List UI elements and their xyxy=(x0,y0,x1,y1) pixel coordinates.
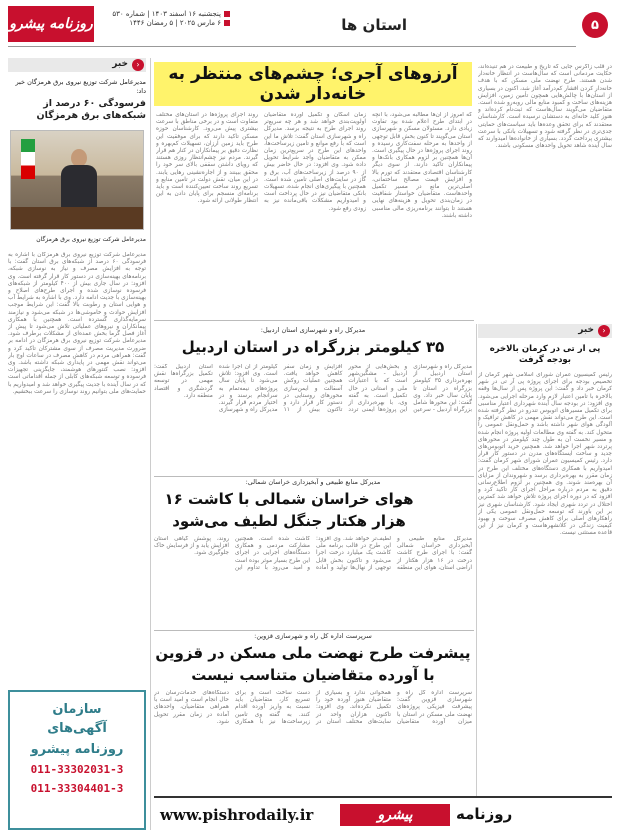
lead-column-1: در قلب زاگرس جایی که تاریخ و طبیعت در هم تنیده‌اند، حکایت مردمانی است که سال‌هاست در انتظار خانه‌دار شدن هستند. طرح نهضت ملی مسکن که با هدف خانه‌دار کردن اقشار کم‌درآمد آغاز شد، اکنون در بسیاری از استان‌ها با چالش‌هایی همچون تأمین زمین، افزایش هزینه‌های ساخت و کمبود منابع مالی روبه‌رو شده است. متقاضیان می‌گویند سال‌هاست که ثبت‌نام کرده‌اند و هنوز کلید خانه‌ای به دستشان نرسیده است. کارشناسان معتقدند که برای تحقق وعده‌ها باید سیاست‌های حمایتی جدی‌تری در نظر گرفته شود و تسهیلات بانکی با سرعت بیشتری پرداخت گردد. بسیاری از خانواده‌ها امیدوارند که سال آینده شاهد تحویل واحدهای مسکونی باشند. xyxy=(478,64,612,150)
lead-headline: آرزوهای آجری؛ چشم‌های منتظر به خانه‌دار شدن xyxy=(168,64,458,104)
lead-column-3: زمان اسکان و تکمیل آورده متقاضیان اولویت‌بندی خواهد شد و هر چه سریع‌تر روند اجرای طرح به نتیجه برسد. مدیرکل راه و شهرسازی استان گفت: تلاش ما این است که با رفع موانع و تامین زیرساخت‌ها، واحدهای این طرح در سریع‌ترین زمان ممکن به متقاضیان واجد شرایط تحویل داده شود. وی افزود: در حال حاضر بیش از ۹۰ درصد از زیرساخت‌های آب، برق و گاز در سایت‌های اصلی تامین شده است. همچنین با پیگیری‌های انجام شده، تسهیلات بانکی متقاضیان نیز در حال پرداخت است و امیدواریم مشکلات باقی‌مانده نیز به زودی رفع شود. xyxy=(264,112,366,212)
footer-logo: پیشرو xyxy=(340,804,450,826)
news-tag xyxy=(8,58,146,72)
story2-divider xyxy=(154,476,474,477)
red-square-icon xyxy=(224,20,230,26)
arrow-icon: ‹ xyxy=(598,325,610,337)
issue-date-other: ۶ مارس ۲۰۲۵ | ۵ رمضان ۱۴۴۶ xyxy=(129,19,221,27)
photo-caption: مدیرعامل شرکت توزیع نیروی برق هرمزگان xyxy=(36,236,146,243)
story4-kicker: سرپرست اداره کل راه و شهرسازی قزوین: xyxy=(254,632,372,640)
footer-divider xyxy=(154,796,612,798)
person-figure xyxy=(61,149,97,209)
main-area xyxy=(154,58,612,798)
desk xyxy=(11,207,144,229)
ad-line-3: روزنامه پیشرو xyxy=(30,742,124,757)
page-number: ۵ xyxy=(582,12,608,38)
issue-date-persian: پنجشنبه ۱۶ اسفند ۱۴۰۳ | شماره ۵۳۰ xyxy=(112,10,221,18)
story4-body: سرپرست اداره کل راه و شهرسازی قزوین گفت: پیشرفت فیزیکی پروژه‌های نهضت ملی مسکن در استان با میزان آورده متقاضیان همخوانی ندارد و بسیاری از متقاضیان هنوز آورده خود را تکمیل نکرده‌اند. وی افزود: تاکنون هزاران واحد در سایت‌های مختلف استان در دست ساخت است و برای تسریع کار، متقاضیان باید نسبت به واریز آورده اقدام کنند. به گفته وی تامین زیرساخت‌ها نیز با همکاری دستگاه‌های خدمات‌رسان در حال انجام است و امید است با همراهی متقاضیان، واحدهای آماده در زمان مقرر تحویل شود. xyxy=(154,690,472,725)
footer-logo-word: روزنامه xyxy=(456,805,513,823)
red-square-icon xyxy=(224,11,230,17)
lead-divider xyxy=(154,320,474,321)
page-footer xyxy=(154,800,612,832)
issue-meta xyxy=(100,10,230,28)
side-news-body: رئیس کمیسیون عمران شورای اسلامی شهر کرمان از تخصیص بودجه برای اجرای پروژه پی آر تی در شهر کرمان خبر داد و گفت: این پروژه پس از سال‌ها وقفه بالاخره با تامین اعتبار لازم وارد مرحله اجرایی می‌شود. وی افزود: در بودجه سال آینده شهرداری اعتبار مناسبی برای تکمیل مسیرهای اتوبوس تندرو در نظر گرفته شده است. این طرح می‌تواند نقش مهمی در کاهش ترافیک و آلودگی هوای شهر داشته باشد و حمل‌ونقل عمومی را متحول کند. به گفته وی مطالعات اولیه پروژه انجام شده و مسیر نخست آن به طول چند کیلومتر در محورهای پرتردد شهر اجرا خواهد شد. همچنین خرید اتوبوس‌های جدید و ساخت ایستگاه‌های مدرن در دستور کار قرار دارد. رئیس کمیسیون عمران شورای شهر کرمان گفت: امیدواریم با همکاری دستگاه‌های مختلف این طرح در زمان مقرر به بهره‌برداری برسد و شهروندان از مزایای آن بهره‌مند شوند. وی همچنین بر لزوم اطلاع‌رسانی دقیق به مردم درباره مراحل اجرای کار تاکید کرد و افزود که در دوره اجرای پروژه تلاش خواهد شد کمترین اختلال در تردد شهری ایجاد شود. کارشناسان شهری نیز بر این باورند که توسعه حمل‌ونقل عمومی یکی از راهکارهای اصلی برای کاهش مصرف سوخت و بهبود کیفیت زندگی در کلانشهرهاست و کرمان نیز از این قاعده مستثنی نیست. xyxy=(478,372,612,537)
official-photo xyxy=(10,130,144,230)
newspaper-logo: روزنامه پیشرو xyxy=(8,6,94,42)
story4-headline: پیشرفت طرح نهضت ملی مسکن در قزوین با آورده متقاضیان متناسب نیست xyxy=(155,644,471,684)
left-column xyxy=(8,58,146,830)
lead-headline-box xyxy=(154,62,472,106)
story3-kicker: مدیرکل منابع طبیعی و آبخیزداری خراسان شمالی: xyxy=(245,478,381,486)
ad-line-1: سازمان xyxy=(52,702,102,717)
vertical-sep xyxy=(476,324,477,798)
left-article-body: مدیرعامل شرکت توزیع نیروی برق هرمزگان با اشاره به فرسودگی ۶۰ درصد از شبکه‌های برق استان گفت: با توجه به افزایش مصرف و نیاز به نوسازی شبکه، برنامه‌های بهینه‌سازی در دستور کار قرار گرفته است. وی افزود: در سال جاری بیش از ۴۰۰ کیلومتر از شبکه‌های فرسوده نوسازی شده و اجرای طرح‌های اصلاح و بهینه‌سازی با جدیت ادامه دارد. وی با اشاره به شرایط آب و هوایی استان و رطوبت بالا گفت: این شرایط موجب افزایش حوادث و خاموشی‌ها در شبکه می‌شود و نیازمند سرمایه‌گذاری گسترده است. همچنین با همکاری پیمانکاران و نیروهای عملیاتی تلاش می‌شود تا پیش از آغاز فصل گرما بخش عمده‌ای از مشکلات برطرف شود. مدیرعامل شرکت توزیع نیروی برق هرمزگان در ادامه بر ضرورت مدیریت مصرف از سوی مشترکان تاکید کرد و گفت: همراهی مردم در کاهش مصرف در ساعات اوج بار می‌تواند نقش مهمی در پایداری شبکه داشته باشد. وی افزود: نصب کنتورهای هوشمند، جایگزینی تجهیزات فرسوده و توسعه شبکه‌های کابلی از جمله اقداماتی است که در سال آینده با جدیت پیگیری خواهد شد و امیدواریم با حمایت‌های ملی بتوانیم روند نوسازی را سرعت ببخشیم. xyxy=(8,252,146,395)
section-title: استان ها xyxy=(341,16,407,34)
story2-body: مدیرکل راه و شهرسازی استان اردبیل از بهره‌برداری ۳۵ کیلومتر بزرگراه در استان تا پایان سال خبر داد. وی گفت: این محورها شامل بزرگراه اردبیل - سرعین و بخش‌هایی از محور اردبیل - مشگین‌شهر است که با اعتبارات ملی و استانی در حال تکمیل است. به گفته وی، با بهره‌برداری از این پروژه‌ها ایمنی تردد افزایش و زمان سفر کاهش خواهد یافت. همچنین عملیات روکش آسفالت و ایمن‌سازی محورهای روستایی در دستور کار قرار دارد و تاکنون بیش از ۱۱ کیلومتر از آن اجرا شده است. وی افزود: تلاش می‌شود تا پایان سال پروژه‌های نیمه‌تمام به سرانجام برسند و در اختیار مردم قرار گیرند. مدیرکل راه و شهرسازی استان اردبیل گفت: تکمیل بزرگراه‌ها نقش مهمی در توسعه گردشگری و اقتصاد منطقه دارد. xyxy=(154,364,472,414)
left-headline: فرسودگی ۶۰ درصد از شبکه‌های برق هرمزگان xyxy=(36,98,146,121)
header-divider xyxy=(8,46,576,47)
website-link[interactable]: www.pishrodaily.ir xyxy=(160,806,314,824)
lead-column-4: روند اجرای پروژه‌ها در استان‌های مختلف متفاوت است و در برخی مناطق با سرعت بیشتری پیش می‌رود. کارشناسان حوزه مسکن تاکید دارند که برای موفقیت این طرح باید زمین ارزان، تسهیلات کم‌بهره و نظارت دقیق بر پیمانکاران در کنار هم قرار گیرند. مردم نیز چشم‌انتظار روزی هستند که رویای داشتن سقفی بالای سر خود را محقق ببینند و از اجاره‌نشینی رهایی یابند. در این میان، نقش دولت در تامین منابع و تسریع روند ساخت تعیین‌کننده است و باید برنامه‌ای منسجم برای پایان دادن به این انتظار طولانی ارائه شود. xyxy=(156,112,258,205)
side-news-tag-label: خبر xyxy=(578,325,594,335)
lead-column-2: که امروز از آن‌ها مطالبه می‌شود، با آنچه در ابتدای طرح اعلام شده بود تفاوت زیادی دارد. مسئولان مسکن و شهرسازی استان می‌گویند تا کنون بخش قابل توجهی از واحدها به مرحله سفت‌کاری رسیده و روند اجرای پروژه‌ها در حال پیگیری است. آن‌ها همچنین بر لزوم همکاری بانک‌ها و پیمانکاران تاکید دارند. از سوی دیگر کارشناسان اقتصادی معتقدند که تورم بالا و افزایش قیمت مصالح ساختمانی، اصلی‌ترین مانع در مسیر تکمیل واحدهاست. متقاضیان خواستار شفافیت در زمان‌بندی تحویل و هزینه‌های نهایی هستند تا بتوانند برنامه‌ریزی مالی مناسبی داشته باشند. xyxy=(372,112,472,219)
page-header xyxy=(8,6,612,54)
left-kicker: مدیرعامل شرکت توزیع نیروی برق هرمزگان خبر داد: xyxy=(15,78,146,95)
ad-line-2: آگهی‌های xyxy=(47,721,107,736)
story2-headline: ۳۵ کیلومتر بزرگراه در استان اردبیل xyxy=(181,338,445,356)
ad-phone-2: 011-33304401-3 xyxy=(30,782,124,795)
side-news-tag xyxy=(478,324,612,338)
news-tag-label: خبر xyxy=(112,59,128,69)
story3-headline: هوای خراسان شمالی با کاشت ۱۶ هزار هکتار جنگل لطیف می‌شود xyxy=(164,490,414,530)
story3-divider xyxy=(154,630,474,631)
side-news-headline: پی آر تی در کرمان بالاخره بودجه گرفت xyxy=(489,344,601,365)
story3-body: مدیرکل منابع طبیعی و آبخیزداری خراسان شمالی گفت: با اجرای طرح کاشت درخت در ۱۶ هزار هکتار از اراضی استان، هوای این منطقه لطیف‌تر خواهد شد. وی افزود: این طرح در قالب برنامه ملی کاشت یک میلیارد درخت اجرا می‌شود و تاکنون بخش قابل توجهی از نهال‌ها تولید و آماده کاشت شده است. همچنین مشارکت مردمی و همکاری دستگاه‌های اجرایی در اجرای این طرح بسیار موثر بوده است و امید می‌رود با تداوم این روند، پوشش گیاهی استان افزایش یابد و از فرسایش خاک جلوگیری شود. xyxy=(154,536,472,571)
ad-phone-1: 011-33302031-3 xyxy=(30,763,124,776)
advertising-box xyxy=(8,690,146,830)
column-divider xyxy=(150,58,151,830)
story2-kicker: مدیرکل راه و شهرسازی استان اردبیل: xyxy=(260,326,366,334)
arrow-icon: ‹ xyxy=(132,59,144,71)
iran-flag-icon xyxy=(21,139,35,179)
